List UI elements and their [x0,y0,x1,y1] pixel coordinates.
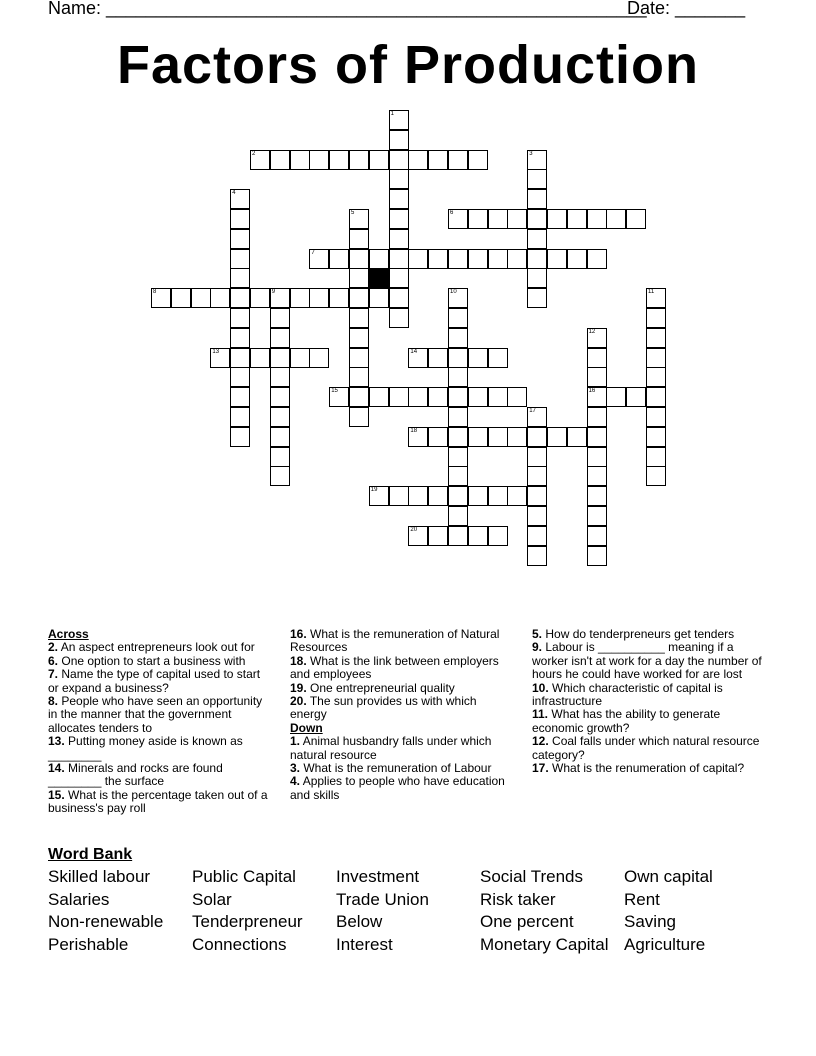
crossword-cell[interactable] [389,130,409,150]
word-bank-item: Perishable [48,934,129,954]
clues-column-2 [290,628,510,802]
crossword-cell[interactable] [389,288,409,308]
crossword-cell[interactable] [646,308,666,328]
crossword-cell[interactable] [151,288,171,308]
crossword-cell[interactable] [369,150,389,170]
crossword-cell[interactable] [587,407,607,427]
word-bank-item: Public Capital [192,867,296,886]
clue-text: Minerals and rocks are found ________ the surface [48,761,223,789]
crossword-cell[interactable] [587,506,607,526]
crossword-cell[interactable] [448,367,468,387]
crossword-cell[interactable] [408,486,428,506]
crossword-cell[interactable] [270,407,290,427]
crossword-cell[interactable] [448,308,468,328]
crossword-cell[interactable] [230,348,250,368]
clue-down-3 [290,762,510,775]
crossword-cell[interactable] [468,427,488,447]
crossword-cell[interactable] [369,486,389,506]
crossword-cell[interactable] [270,348,290,368]
crossword-cell[interactable] [527,268,547,288]
word-bank-item: Solar [192,889,232,909]
crossword-cell[interactable] [250,348,270,368]
crossword-cell[interactable] [369,387,389,407]
clue-number: 7. [48,667,59,682]
crossword-cell[interactable] [587,546,607,566]
clue-down-11 [532,708,764,735]
crossword-cell[interactable] [349,249,369,269]
crossword-cell[interactable] [270,288,290,308]
crossword-cell[interactable] [389,387,409,407]
across-heading: Across [48,627,89,641]
clue-number-label: 20 [410,526,418,533]
crossword-cell[interactable] [527,169,547,189]
crossword-cell[interactable] [468,387,488,407]
crossword-cell[interactable] [448,506,468,526]
clue-across-19 [290,682,510,695]
crossword-cell[interactable] [488,249,508,269]
crossword-cell[interactable] [587,486,607,506]
clue-text: The sun provides us with which energy [290,694,477,722]
crossword-cell[interactable] [408,526,428,546]
crossword-cell[interactable] [408,387,428,407]
crossword-cell[interactable] [507,387,527,407]
word-bank-item: Skilled labour [48,867,151,886]
word-bank-item: Salaries [48,889,110,909]
clue-number-label: 16 [588,388,596,395]
crossword-cell[interactable] [290,348,310,368]
crossword-cell[interactable] [309,348,329,368]
crossword-cell[interactable] [468,249,488,269]
word-bank-item: Connections [192,934,287,954]
clue-down-12 [532,735,764,762]
word-bank-item: Monetary Capital [480,934,609,954]
crossword-cell[interactable] [527,506,547,526]
crossword-cell[interactable] [547,427,567,447]
crossword-cell[interactable] [428,486,448,506]
crossword-cell[interactable] [527,546,547,566]
clue-number-label: 5 [351,210,355,216]
crossword-cell[interactable] [587,249,607,269]
crossword-cell[interactable] [527,249,547,269]
clue-text: An aspect entrepreneurs look out for [60,640,255,655]
clue-number-label: 17 [529,408,536,414]
word-bank-item: Trade Union [336,889,429,909]
crossword-cell[interactable] [448,209,468,229]
clue-number-label: 19 [370,487,378,494]
crossword-cell[interactable] [527,466,547,486]
crossword-cell[interactable] [606,387,626,407]
crossword-cell[interactable] [389,308,409,328]
clue-text: What is the renumeration of capital? [552,761,745,776]
crossword-cell[interactable] [349,407,369,427]
clue-number: 12. [532,734,549,749]
crossword-cell[interactable] [646,387,666,407]
clue-down-4 [290,775,510,802]
crossword-cell[interactable] [230,229,250,249]
crossword-cell[interactable] [587,427,607,447]
crossword-cell[interactable] [408,150,428,170]
crossword-cell[interactable] [270,150,290,170]
name-field[interactable]: Name: ______________________________________________________ [48,0,647,18]
crossword-cell[interactable] [230,328,250,348]
crossword-cell[interactable] [329,387,349,407]
crossword-cell[interactable] [448,387,468,407]
clue-number-label: 4 [232,190,236,197]
crossword-cell[interactable] [369,249,389,269]
crossword-cell[interactable] [230,308,250,328]
crossword-cell[interactable] [349,308,369,328]
clue-text: Name the type of capital used to start or expand a business? [48,667,261,695]
crossword-cell[interactable] [587,447,607,467]
crossword-cell[interactable] [270,367,290,387]
crossword-cell[interactable] [448,328,468,348]
crossword-cell[interactable] [527,189,547,209]
clue-number: 11. [532,707,549,722]
date-field[interactable]: Date: _______ [627,0,746,18]
crossword-cell[interactable] [329,249,349,269]
crossword-cell[interactable] [527,407,547,427]
crossword-cell[interactable] [290,288,310,308]
crossword-cell[interactable] [250,150,270,170]
crossword-cell[interactable] [210,288,230,308]
clue-number: 4. [290,774,301,789]
crossword-cell[interactable] [646,348,666,368]
clue-number-label: 8 [153,289,157,296]
clue-down-9 [532,641,764,681]
word-bank-item: Social Trends [480,867,583,886]
clue-down-17 [532,762,764,775]
clue-text: Putting money aside is known as ________ [48,734,243,762]
crossword-cell[interactable] [309,150,329,170]
crossword-cell[interactable] [626,387,646,407]
clue-number: 2. [48,640,59,655]
crossword-cell[interactable] [230,249,250,269]
crossword-cell[interactable] [349,348,369,368]
crossword-cell[interactable] [507,209,527,229]
crossword-cell[interactable] [270,447,290,467]
crossword-cell[interactable] [389,486,409,506]
word-bank-item: Non-renewable [48,912,164,932]
crossword-cell[interactable] [488,387,508,407]
crossword-cell[interactable] [389,169,409,189]
clue-number-label: 12 [588,328,596,335]
clue-list-across [48,641,270,815]
word-bank-item: Risk taker [480,889,556,909]
crossword-cell[interactable] [369,288,389,308]
crossword-cell[interactable] [468,486,488,506]
crossword-cell[interactable] [389,268,409,288]
crossword-cell[interactable] [547,249,567,269]
crossword-cell[interactable] [408,249,428,269]
crossword-cell[interactable] [230,288,250,308]
crossword-cell[interactable] [527,150,547,170]
crossword-cell[interactable] [587,387,607,407]
clue-number: 17. [532,761,549,776]
crossword-cell[interactable] [270,308,290,328]
crossword-cell[interactable] [309,288,329,308]
crossword-cell[interactable] [527,526,547,546]
clue-text: What is the percentage taken out of a business's pay roll [48,787,268,816]
clue-number-label: 11 [648,289,655,296]
crossword-cell[interactable] [428,150,448,170]
clue-number: 3. [290,761,301,776]
word-bank-item: One percent [480,912,574,932]
clue-number-label: 9 [271,289,276,296]
clue-text: Animal husbandry falls under which natural resource [290,734,492,762]
crossword-cell[interactable] [349,209,369,229]
crossword-cell[interactable] [230,387,250,407]
word-bank [48,866,768,956]
crossword-cell[interactable] [349,229,369,249]
crossword-cell[interactable] [230,367,250,387]
crossword-cell[interactable] [587,466,607,486]
crossword-cell[interactable] [646,466,666,486]
crossword-cell[interactable] [408,427,428,447]
crossword-cell[interactable] [230,427,250,447]
crossword-cell[interactable] [250,288,270,308]
clue-number: 14. [48,761,65,776]
clue-text: People who have seen an opportunity in the manner that the government allocates tenders to [48,694,263,735]
crossword-cell[interactable] [527,486,547,506]
crossword-cell[interactable] [587,348,607,368]
down-heading: Down [290,720,323,735]
clue-number-label: 13 [212,348,220,355]
word-bank-item: Own capital [624,867,713,886]
crossword-cell[interactable] [191,288,211,308]
crossword-cell[interactable] [488,348,508,368]
clue-down-10 [532,682,764,709]
crossword-cell[interactable] [488,486,508,506]
crossword-cell[interactable] [507,427,527,447]
crossword-cell[interactable] [527,288,547,308]
clue-text: What is the link between employers and employees [290,653,499,682]
crossword-cell[interactable] [646,328,666,348]
clue-across-6 [48,655,270,668]
clue-number: 6. [48,653,59,668]
clue-across-15 [48,789,270,816]
clue-number: 5. [532,627,543,641]
crossword-cell[interactable] [309,249,329,269]
clue-text: Applies to people who have education and skills [290,774,505,802]
clue-number-label: 1 [390,111,394,117]
crossword-cell[interactable] [230,209,250,229]
crossword-cell[interactable] [448,288,468,308]
crossword-cell[interactable] [428,427,448,447]
crossword-cell[interactable] [507,486,527,506]
crossword-cell[interactable] [389,150,409,170]
clue-number: 15. [48,787,65,802]
clue-text: What is the remuneration of Labour [303,761,492,776]
clue-number-label: 2 [252,150,256,157]
crossword-cell[interactable] [171,288,191,308]
crossword-cell[interactable] [270,328,290,348]
crossword-cell[interactable] [507,249,527,269]
crossword-cell[interactable] [468,526,488,546]
clue-text: Labour is __________ meaning if a worker isn't at work for a day the number of hours he could have worked for are lost [532,640,762,682]
word-bank-item: Saving [624,912,676,932]
crossword-cell[interactable] [567,427,587,447]
clue-text: One entrepreneurial quality [310,680,455,695]
crossword-cell[interactable] [349,387,369,407]
crossword-cell[interactable] [230,407,250,427]
clue-number: 1. [290,734,301,749]
crossword-cell[interactable] [428,249,448,269]
clue-across-2 [48,641,270,654]
crossword-cell[interactable] [428,387,448,407]
crossword-cell[interactable] [448,466,468,486]
crossword-cell[interactable] [270,387,290,407]
crossword-cell[interactable] [646,427,666,447]
page-title: Factors of Production [116,35,699,95]
clue-number-label: 14 [410,348,418,355]
clue-text: What has the ability to generate economic growth? [532,707,721,735]
crossword-cell[interactable] [646,447,666,467]
crossword-cell[interactable] [329,288,349,308]
clue-number: 20. [290,694,307,709]
clue-number-label: 7 [311,249,315,256]
crossword-cell[interactable] [468,209,488,229]
crossword-cell[interactable] [567,209,587,229]
crossword-cell[interactable] [428,348,448,368]
word-bank-item: Below [336,912,383,932]
crossword-cell[interactable] [547,209,567,229]
clue-across-20 [290,695,510,722]
clue-text: How do tenderpreneurs get tenders [545,627,735,641]
clue-text: Which characteristic of capital is infrastructure [532,680,723,709]
clue-number: 16. [290,627,307,641]
crossword-cell[interactable] [606,209,626,229]
crossword-cell[interactable] [527,447,547,467]
crossword-cell[interactable] [587,209,607,229]
crossword-cell[interactable] [448,348,468,368]
clue-across-18 [290,655,510,682]
crossword-black-cell [369,268,389,288]
crossword-cell[interactable] [329,150,349,170]
crossword-cell[interactable] [349,367,369,387]
clue-number-label: 6 [450,210,454,216]
crossword-cell[interactable] [230,189,250,209]
clue-down-5 [532,628,764,641]
crossword-cell[interactable] [587,526,607,546]
clue-number-label: 18 [410,427,418,434]
clue-text: What is the remuneration of Natural Resources [290,627,500,655]
clue-text: Coal falls under which natural resource category? [532,734,760,762]
crossword-cell[interactable] [389,110,409,130]
clue-across-16 [290,628,510,655]
crossword-cell[interactable] [349,268,369,288]
crossword-cell[interactable] [389,229,409,249]
crossword-cell[interactable] [527,229,547,249]
clue-number-label: 15 [331,388,338,395]
clue-number: 9. [532,640,543,655]
word-bank-item: Rent [624,889,660,909]
crossword-cell[interactable] [488,427,508,447]
crossword-cell[interactable] [270,427,290,447]
clue-number-label: 3 [529,150,533,157]
clues-column-1 [48,628,270,816]
crossword-cell[interactable] [527,427,547,447]
clue-across-14 [48,762,270,789]
crossword-cell[interactable] [448,427,468,447]
word-bank-item: Investment [336,867,420,886]
crossword-cell[interactable] [448,486,468,506]
crossword-cell[interactable] [389,209,409,229]
crossword-cell[interactable] [389,189,409,209]
crossword-cell[interactable] [448,150,468,170]
crossword-cell[interactable] [230,268,250,288]
clue-across-7 [48,668,270,695]
crossword-cell[interactable] [646,288,666,308]
crossword-cell[interactable] [448,526,468,546]
crossword-cell[interactable] [488,209,508,229]
clue-number: 19. [290,680,307,695]
clue-number-label: 10 [450,289,457,296]
word-bank-heading: Word Bank [48,846,133,863]
crossword-cell[interactable] [428,526,448,546]
crossword-cell[interactable] [408,348,428,368]
clue-number: 18. [290,653,307,668]
crossword-cell[interactable] [488,526,508,546]
clue-across-13 [48,735,270,762]
crossword-cell[interactable] [290,150,310,170]
crossword-cell[interactable] [567,249,587,269]
crossword-cell[interactable] [389,249,409,269]
crossword-cell[interactable] [349,328,369,348]
clues-column-3 [532,628,764,775]
crossword-cell[interactable] [587,367,607,387]
crossword-cell[interactable] [587,328,607,348]
crossword-cell[interactable] [468,150,488,170]
crossword-cell[interactable] [270,466,290,486]
clue-text: One option to start a business with [61,653,246,668]
crossword-cell[interactable] [210,348,230,368]
clue-across-8 [48,695,270,735]
clue-number: 8. [48,694,59,709]
clue-number: 10. [532,680,549,695]
word-bank-item: Tenderpreneur [192,912,303,932]
crossword-cell[interactable] [448,407,468,427]
crossword-cell[interactable] [646,367,666,387]
clue-down-1 [290,735,510,762]
crossword-cell[interactable] [468,348,488,368]
crossword-cell[interactable] [448,249,468,269]
crossword-cell[interactable] [349,288,369,308]
crossword-cell[interactable] [448,447,468,467]
crossword-cell[interactable] [349,150,369,170]
crossword-cell[interactable] [527,209,547,229]
crossword-cell[interactable] [646,407,666,427]
clue-number: 13. [48,734,65,749]
crossword-cell[interactable] [626,209,646,229]
word-bank-item: Agriculture [624,934,706,954]
word-bank-item: Interest [336,934,393,954]
